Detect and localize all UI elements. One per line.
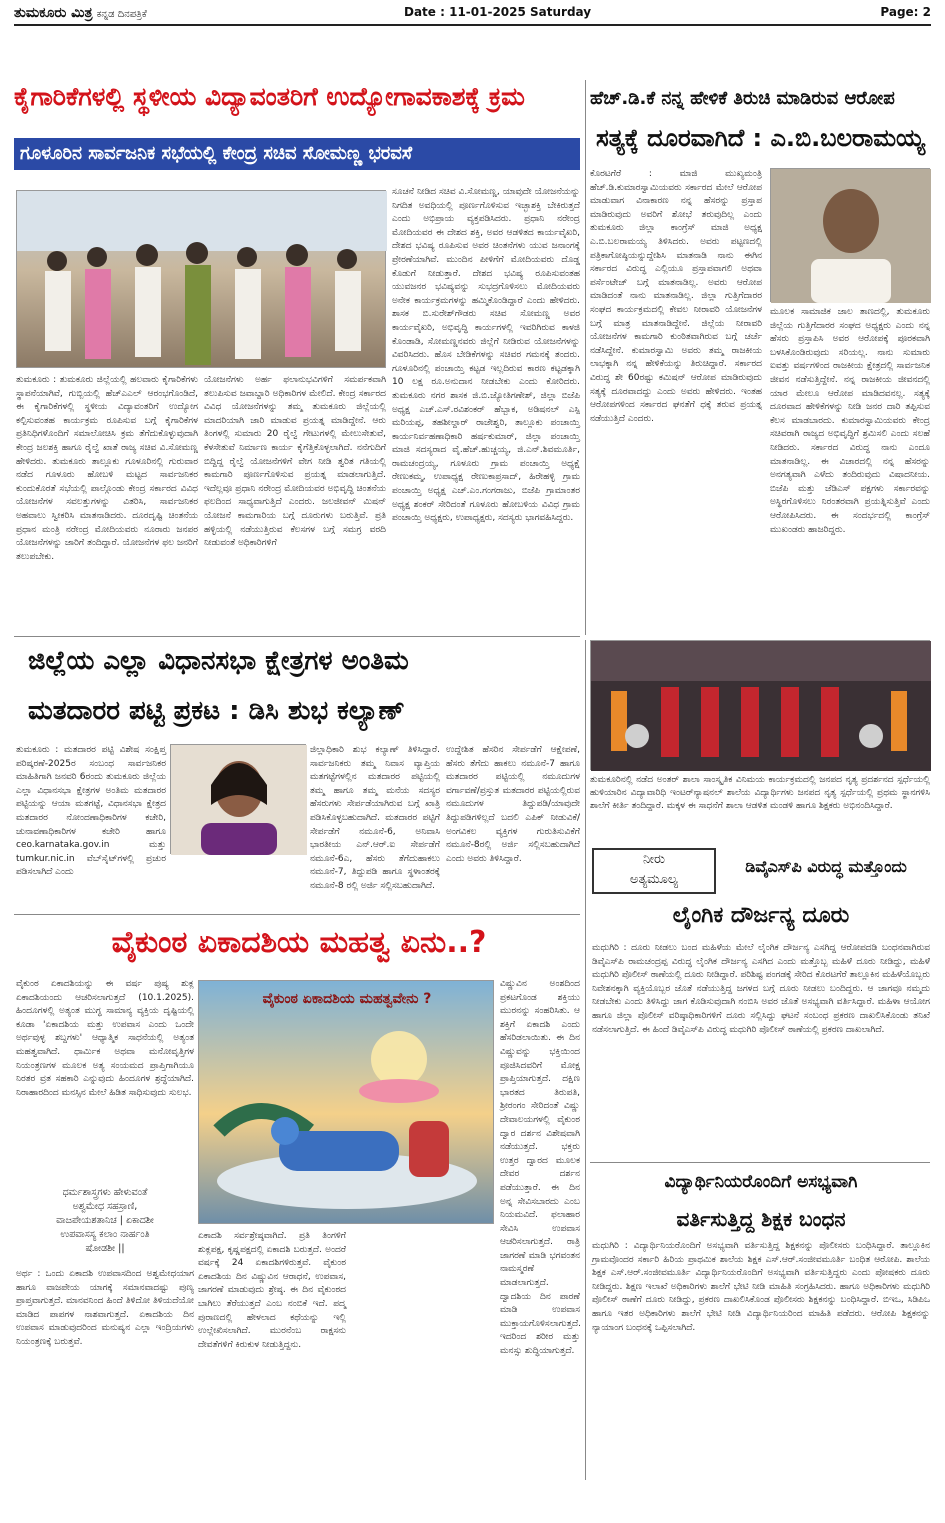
poem-line: ವಾಜಪೇಯಶತಾನಿಚ | ಏಕಾದಶೀ: [56, 1215, 154, 1226]
masthead: [14, 2, 931, 24]
story1-headline: ಕೈಗಾರಿಕೆಗಳಲ್ಲಿ ಸ್ಥಳೀಯ ವಿದ್ಯಾವಂತರಿಗೆ ಉದ್ಯೋಗಾವಕಾಶಕ್ಕೆ ಕ್ರಮ: [14, 82, 525, 111]
story3-col-a: ತುಮಕೂರು : ಮತದಾರರ ಪಟ್ಟಿ ವಿಶೇಷ ಸಂಕ್ಷಿಪ್ತ ಪರಿಷ್ಕರಣೆ-2025ರ ಸಂಬಂಧ ಸಾರ್ವಜನಿಕರ ಮಾಹಿತಿಗಾಗಿ ಜನವರಿ 6ರಂದು ತುಮಕೂರು ಜಿಲ್ಲೆಯ ಎಲ್ಲಾ ವಿಧಾನಸಭಾ ಕ್ಷೇತ್ರಗಳ ಅಂತಿಮ ಮತದಾರರ ಪಟ್ಟಿಯನ್ನು ಆಯಾ ಮತಗಟ್ಟೆ, ವಿಧಾನಸಭಾ ಕ್ಷೇತ್ರದ ಮತದಾರರ ನೋಂದಣಾಧಿಕಾರಿಗಳ ಕಚೇರಿ, ಚುನಾವಣಾಧಿಕಾರಿಗಳ ಕಚೇರಿ ಹಾಗೂ ceo.karnataka.gov.in ಮತ್ತು tumkur.nic.in ವೆಬ್‌ಸೈಟ್‌ಗಳಲ್ಲಿ ಪ್ರಚುರ ಪಡಿಸಲಾಗಿದೆ ಎಂದು: [16, 745, 166, 878]
page-number: Page: 2: [880, 5, 931, 19]
masthead-name: ತುಮಕೂರು ಮಿತ್ರ ಕನ್ನಡ ದಿನಪತ್ರಿಕೆ: [14, 5, 147, 21]
story6-headline: ವೈಕುಂಠ ಏಕಾದಶಿಯ ಮಹತ್ವ ಏನು..?: [111, 925, 487, 960]
story3-col-b: ಜಿಲ್ಲಾಧಿಕಾರಿ ಶುಭ ಕಲ್ಯಾಣ್ ತಿಳಿಸಿದ್ದಾರೆ. ಸಾರ್ವಜನಿಕರು ತಮ್ಮ ನಿವಾಸ ವ್ಯಾಪ್ತಿಯ ಮತಗಟ್ಟೆಗಳಲ್ಲಿನ ಮತದಾರರ ಪಟ್ಟಿಯಲ್ಲಿ ತಮ್ಮ ಹಾಗೂ ತಮ್ಮ ಮನೆಯ ಸದಸ್ಯರ ಹೆಸರುಗಳು ಸೇರ್ಪಡೆಯಾಗಿರುವ ಬಗ್ಗೆ ಖಾತ್ರಿ ಪಡಿಸಿಕೊಳ್ಳಬಹುದಾಗಿದೆ. ಮತದಾರರ ಪಟ್ಟಿಗೆ ಸೇರ್ಪಡೆಗೆ ನಮೂನೆ-6, ಅನಿವಾಸಿ ಭಾರತೀಯ ಎನ್.ಆರ್.ಐ ಸೇರ್ಪಡೆಗೆ ನಮೂನೆ-6ಎ, ಹೆಸರು ತೆಗೆದುಹಾಕಲು ನಮೂನೆ-7, ತಿದ್ದುಪಡಿ ಹಾಗೂ ಸ್ಥಳಾಂತರಕ್ಕೆ ನಮೂನೆ-8 ರಲ್ಲಿ ಅರ್ಜಿ ಸಲ್ಲಿಸಬಹುದಾಗಿದೆ.: [310, 745, 440, 891]
story1-col-right-cont: [392, 522, 580, 626]
poem-line: ಉಪವಾಸಸ್ಯ ಕಲಾಂ ನಾರ್ಹಂತಿ: [60, 1229, 150, 1240]
column-divider-2: [585, 640, 586, 1480]
story2-col-b: ಮೂಲಕ ಸಾಮಾಜಿಕ ಜಾಲ ತಾಣದಲ್ಲಿ, ತುಮಕೂರು ಜಿಲ್ಲೆಯ ಗುತ್ತಿಗೆದಾರರ ಸಂಘದ ಅಧ್ಯಕ್ಷರು ಎಂದು ನನ್ನ ಹೆಸರು ಪ್ರಸ್ತಾಪಿಸಿ ಅವರ ಆರೋಪಕ್ಕೆ ಪೂರಕವಾಗಿ ಬಳಸಿಕೊಂಡಿರುವುದು ಸರಿಯಲ್ಲ. ನಾನು ಸುಮಾರು ಐವತ್ತು ವರ್ಷಗಳಿಂದ ರಾಜಕೀಯ ಕ್ಷೇತ್ರದಲ್ಲಿ ಸಾರ್ವಜನಿಕ ಜೀವನ ನಡೆಸುತ್ತಿದ್ದೇನೆ. ನನ್ನ ರಾಜಕೀಯ ಜೀವನದಲ್ಲಿ ಯಾರ ಮೇಲೂ ಆರೋಪ ಮಾಡಿದವನಲ್ಲ. ಸತ್ಯಕ್ಕೆ ದೂರವಾದ ಹೇಳಿಕೆಗಳನ್ನು ನೀಡಿ ಜನರ ದಾರಿ ತಪ್ಪಿಸುವ ಕೆಲಸ ಮಾಡಬಾರದು. ಕುಮಾರಸ್ವಾಮಿಯವರು ಕೇಂದ್ರ ಸಚಿವರಾಗಿ ರಾಜ್ಯದ ಅಭಿವೃದ್ಧಿಗೆ ಶ್ರಮಿಸಲಿ ಎಂದು ಸಲಹೆ ನೀಡಿದರು. ಸರ್ಕಾರದ ವಿರುದ್ಧ ನಾನು ಎಂದೂ ಮಾತನಾಡಿಲ್ಲ. ಈ ವಿಚಾರದಲ್ಲಿ ನನ್ನ ಹೆಸರನ್ನು ಅನಗತ್ಯವಾಗಿ ಎಳೆದು ತಂದಿರುವುದು ವಿಷಾದನೀಯ. ಬಿಜೆಪಿ ಮತ್ತು ಜೆಡಿಎಸ್ ಪಕ್ಷಗಳು ಸರ್ಕಾರವನ್ನು ಅಸ್ಥಿರಗೊಳಿಸಲು ನಿರಂತರವಾಗಿ ಪ್ರಯತ್ನಿಸುತ್ತಿವೆ ಎಂದು ಆರೋಪಿಸಿದರು. ಈ ಸಂದರ್ಭದಲ್ಲಿ ಕಾಂಗ್ರೆಸ್ ಮುಖಂಡರು ಹಾಜರಿದ್ದರು.: [770, 307, 930, 535]
masthead-rule: [14, 24, 931, 26]
issue-date: Date : 11-01-2025 Saturday: [404, 5, 592, 19]
story-divider: [14, 636, 580, 637]
story1-col-right: ಸೂಚನೆ ನೀಡಿದ ಸಚಿವ ವಿ.ಸೋಮಣ್ಣ, ಯಾವುದೇ ಯೋಜನೆಯನ್ನು ನಿಗದಿತ ಅವಧಿಯಲ್ಲಿ ಪೂರ್ಣಗೊಳಿಸುವ ಇಚ್ಛಾಶಕ್ತಿ ಬೇಕಿರುತ್ತದೆ ಎಂದು ಅಭಿಪ್ರಾಯ ವ್ಯಕ್ತಪಡಿಸಿದರು. ಪ್ರಧಾನಿ ನರೇಂದ್ರ ಮೋದಿಯವರ ಈ ದೇಶದ ಶಕ್ತಿ, ಅವರ ಆಡಳಿತದ ಕಾರ್ಯವೈಖರಿ, ದೇಶದ ಭವಿಷ್ಯ ರೂಪಿಸುವ ಅವರ ಚಿಂತನೆಗಳು ಯುವ ಜನಾಂಗಕ್ಕೆ ಪ್ರೇರಣೆಯಾಗಿವೆ. ಮುಂದಿನ ಪೀಳಿಗೆಗೆ ಮೋದಿಯವರು ದೊಡ್ಡ ಕೊಡುಗೆ ನೀಡುತ್ತಾರೆ. ದೇಶದ ಭವಿಷ್ಯ ರೂಪಿಸುವಂತಹ ಯುವಜನರ ಭವಿಷ್ಯವನ್ನು ಸುಭದ್ರಗೊಳಿಸಲು ಮೋದಿಯವರು ಅನೇಕ ಕಾರ್ಯಕ್ರಮಗಳನ್ನು ಹಮ್ಮಿಕೊಂಡಿದ್ದಾರೆ ಎಂದು ಹೇಳಿದರು. ಶಾಸಕ ಬಿ.ಸುರೇಶ್‌ಗೌಡರು ಸಚಿವ ಸೋಮಣ್ಣ ಅವರ ಕಾರ್ಯವೈಖರಿ, ಅಭಿವೃದ್ಧಿ ಕಾರ್ಯಗಳಲ್ಲಿ ಇವರಿಗಿರುವ ಕಾಳಜಿ ಕೊಂಡಾಡಿ, ಸೋಮಣ್ಣನವರು ಜಿಲ್ಲೆಗೆ ನೀಡಿರುವ ಯೋಜನೆಗಳನ್ನು ವಿವರಿಸಿದರು. ಹೊಸ ಬೇಡಿಕೆಗಳನ್ನು ಸಚಿವರ ಗಮನಕ್ಕೆ ತಂದರು. ಗೂಳೂರಿನಲ್ಲಿ ಪಂಚಾಯ್ತಿ ಕಟ್ಟಡ ಇಲ್ಲದಿರುವ ಕಾರಣ ಕಟ್ಟಡಕ್ಕಾಗಿ 10 ಲಕ್ಷ ರೂ.ಅನುದಾನ ನೀಡಬೇಕು ಎಂದು ಕೋರಿದರು. ತುಮಕೂರು ನಗರ ಶಾಸಕ ಜಿ.ಬಿ.ಜ್ಯೋತಿಗಣೇಶ್, ಜಿಲ್ಲಾ ಬಿಜೆಪಿ ಅಧ್ಯಕ್ಷ ಎಚ್.ಎಸ್.ರವಿಶಂಕರ್ ಹೆಬ್ಬಾಕ, ಅಡಿಷನಲ್ ಎಸ್ಪಿ ಮರಿಯಪ್ಪ, ತಹಶೀಲ್ದಾರ್ ರಾಜೇಶ್ವರಿ, ತಾಲ್ಲೂಕು ಪಂಚಾಯ್ತಿ ಕಾರ್ಯನಿರ್ವಹಣಾಧಿಕಾರಿ ಹರ್ಷಕುಮಾರ್, ಜಿಲ್ಲಾ ಪಂಚಾಯ್ತಿ ಮಾಜಿ ಸದಸ್ಯರಾದ ವೈ.ಹೆಚ್.ಹುಚ್ಚಯ್ಯ, ಜಿ.ಎನ್.ಶಿವಮೂರ್ತಿ, ರಾಮಚಂದ್ರಯ್ಯ, ಗೂಳೂರು ಗ್ರಾಮ ಪಂಚಾಯ್ತಿ ಅಧ್ಯಕ್ಷೆ ರೇಣುಕಮ್ಮ, ಉಪಾಧ್ಯಕ್ಷ ರೇಣುಕಾಪ್ರಸಾದ್, ಹಿರೇಹಳ್ಳಿ ಗ್ರಾಮ ಪಂಚಾಯ್ತಿ ಅಧ್ಯಕ್ಷ ಎಚ್.ಎಂ.ಗಂಗರಾಜು, ಬಿಜೆಪಿ ಗ್ರಾಮಾಂತರ ಅಧ್ಯಕ್ಷ ಶಂಕರ್ ಸೇರಿದಂತೆ ಗೂಳೂರು ಹೋಬಳಿಯ ವಿವಿಧ ಗ್ರಾಮ ಪಂಚಾಯ್ತಿ ಅಧ್ಯಕ್ಷರು, ಉಪಾಧ್ಯಕ್ಷರು, ಸದಸ್ಯರು ಭಾಗವಹಿಸಿದ್ದರು.: [392, 187, 580, 524]
story-divider-2: [590, 1162, 930, 1163]
story4-headline-1: ಡಿವೈಎಸ್‌ಪಿ ವಿರುದ್ಧ ಮತ್ತೊಂದು: [745, 857, 907, 876]
story5-body: ಮಧುಗಿರಿ : ವಿದ್ಯಾರ್ಥಿನಿಯರೊಂದಿಗೆ ಅಸಭ್ಯವಾಗಿ ವರ್ತಿಸುತ್ತಿದ್ದ ಶಿಕ್ಷಕನನ್ನು ಪೊಲೀಸರು ಬಂಧಿಸಿದ್ದಾರೆ. ತಾಲ್ಲೂಕಿನ ಗ್ರಾಮವೊಂದರ ಸರ್ಕಾರಿ ಹಿರಿಯ ಪ್ರಾಥಮಿಕ ಶಾಲೆಯ ಶಿಕ್ಷಕ ಎಸ್.ಆರ್.ಸಂಜೀವಮೂರ್ತಿ ಬಂಧಿತ ಆರೋಪಿ. ಶಾಲೆಯ ಶಿಕ್ಷಕ ಎಸ್.ಆರ್.ಸಂಜೀವಮೂರ್ತಿ ವಿದ್ಯಾರ್ಥಿನಿಯರೊಂದಿಗೆ ಅಸಭ್ಯವಾಗಿ ವರ್ತಿಸುತ್ತಿದ್ದರು ಎಂದು ಪೋಷಕರು ದೂರು ನೀಡಿದ್ದರು. ಶಿಕ್ಷಣ ಇಲಾಖೆ ಅಧಿಕಾರಿಗಳು ಶಾಲೆಗೆ ಭೇಟಿ ನೀಡಿ ಮಾಹಿತಿ ಸಂಗ್ರಹಿಸಿದರು. ಹಾಗೂ ಅಧಿಕಾರಿಗಳು ಮಧುಗಿರಿ ಪೊಲೀಸ್ ಠಾಣೆಗೆ ದೂರು ನೀಡಿದ್ದು, ಪ್ರಕರಣ ದಾಖಲಿಸಿಕೊಂಡ ಪೊಲೀಸರು ಶಿಕ್ಷಕನನ್ನು ಬಂಧಿಸಿದ್ದಾರೆ. ಬಿಇಒ, ಸಿಡಿಪಿಒ ಹಾಗೂ ಇತರ ಅಧಿಕಾರಿಗಳು ಶಾಲೆಗೆ ಭೇಟಿ ನೀಡಿ ವಿದ್ಯಾರ್ಥಿನಿಯರಿಂದ ಮಾಹಿತಿ ಪಡೆದರು. ಆರೋಪಿ ಶಿಕ್ಷಕನನ್ನು ನ್ಯಾಯಾಂಗ ಬಂಧನಕ್ಕೆ ಒಪ್ಪಿಸಲಾಗಿದೆ.: [592, 1241, 930, 1333]
story2-portrait: [770, 168, 930, 302]
story2-headline-1: ಹೆಚ್.ಡಿ.ಕೆ ನನ್ನ ಹೇಳಿಕೆ ತಿರುಚಿ ಮಾಡಿರುವ ಆರೋಪ: [590, 88, 895, 109]
story2-col-a: ಕೊರಟಗೆರೆ : ಮಾಜಿ ಮುಖ್ಯಮಂತ್ರಿ ಹೆಚ್.ಡಿ.ಕುಮಾರಸ್ವಾಮಿಯವರು ಸರ್ಕಾರದ ಮೇಲೆ ಆರೋಪ ಮಾಡುವಾಗ ವಿನಾಕಾರಣ ನನ್ನ ಹೆಸರನ್ನು ಪ್ರಸ್ತಾಪ ಮಾಡಿರುವುದು ಅವರಿಗೆ ಶೋಭೆ ತರುವುದಿಲ್ಲ ಎಂದು ತುಮಕೂರು ಜಿಲ್ಲಾ ಕಾಂಗ್ರೆಸ್ ಮಾಜಿ ಅಧ್ಯಕ್ಷ ಎ.ಬಿ.ಬಲರಾಮಯ್ಯ ತಿಳಿಸಿದರು. ಅವರು ಪಟ್ಟಣದಲ್ಲಿ ಪತ್ರಿಕಾಗೋಷ್ಠಿಯನ್ನುದ್ದೇಶಿಸಿ ಮಾತನಾಡಿ ನಾನು ಈಗಿನ ಸರ್ಕಾರದ ವಿರುದ್ಧ ಎಲ್ಲಿಯೂ ಪ್ರಸ್ತಾಪವಾಗಲಿ ಅಥವಾ ಪರ್ಸೆಂಟೇಜ್ ಬಗ್ಗೆ ಮಾತನಾಡಿಲ್ಲ. ಅವರು ಆರೋಪ ಮಾಡಿದಂತೆ ನಾನು ಮಾತನಾಡಿಲ್ಲ. ಜಿಲ್ಲಾ ಗುತ್ತಿಗೆದಾರರ ಸಂಘದ ಕಾರ್ಯಕ್ರಮದಲ್ಲಿ ಕೇವಲ ನೀರಾವರಿ ಯೋಜನೆಗಳ ಬಗ್ಗೆ ಮಾತ್ರ ಮಾತನಾಡಿದ್ದೇನೆ. ಜಿಲ್ಲೆಯ ನೀರಾವರಿ ಯೋಜನೆಗಳ ಕಾಮಗಾರಿ ಕುಂಠಿತವಾಗಿರುವ ಬಗ್ಗೆ ಚರ್ಚೆ ನಡೆಸಿದ್ದೇನೆ. ಕುಮಾರಸ್ವಾಮಿ ಅವರು ತಮ್ಮ ರಾಜಕೀಯ ಲಾಭಕ್ಕಾಗಿ ನನ್ನ ಹೇಳಿಕೆಯನ್ನು ತಿರುಚಿದ್ದಾರೆ. ಸರ್ಕಾರದ ವಿರುದ್ಧ ಶೇ 60ರಷ್ಟು ಕಮಿಷನ್ ಆರೋಪ ಮಾಡಿರುವುದು ಸತ್ಯಕ್ಕೆ ದೂರವಾದದ್ದು ಎಂದು ಅವರು ಹೇಳಿದರು. ಇಂತಹ ಆರೋಪಗಳಿಂದ ಸರ್ಕಾರದ ಘನತೆಗೆ ಧಕ್ಕೆ ತರುವ ಪ್ರಯತ್ನ ನಡೆಯುತ್ತಿದೆ ಎಂದರು.: [590, 169, 762, 424]
dance-photo-icon: [591, 641, 931, 771]
story4-headline-2: ಲೈಂಗಿಕ ದೌರ್ಜನ್ಯ ದೂರು: [672, 903, 850, 928]
water-box: [592, 848, 716, 894]
story1-subhead: ಗೂಳೂರಿನ ಸಾರ್ವಜನಿಕ ಸಭೆಯಲ್ಲಿ ಕೇಂದ್ರ ಸಚಿವ ಸೋಮಣ್ಣ ಭರವಸೆ: [14, 138, 580, 170]
story1-col-a: ತುಮಕೂರು : ತುಮಕೂರು ಜಿಲ್ಲೆಯಲ್ಲಿ ಹಲವಾರು ಕೈಗಾರಿಕೆಗಳು ಸ್ಥಾಪನೆಯಾಗಿವೆ, ಗುಬ್ಬಿಯಲ್ಲಿ ಹೆಚ್‌ಎಎಲ್ ಆರಂಭಗೊಂಡಿದೆ, ಈ ಕೈಗಾರಿಕೆಗಳಲ್ಲಿ ಸ್ಥಳೀಯ ವಿದ್ಯಾವಂತರಿಗೆ ಉದ್ಯೋಗ ಕಲ್ಪಿಸುವಂತಹ ಕಾರ್ಯಕ್ರಮ ರೂಪಿಸುವ ಬಗ್ಗೆ ಕೈಗಾರಿಕೆಗಳ ಪ್ರತಿನಿಧಿಗಳೊಂದಿಗೆ ಸಮಾಲೋಚಿಸಿ ಕ್ರಮ ತೆಗೆದುಕೊಳ್ಳುವುದಾಗಿ ಕೇಂದ್ರ ಜಲಶಕ್ತಿ ಹಾಗೂ ರೈಲ್ವೆ ಖಾತೆ ರಾಜ್ಯ ಸಚಿವ ವಿ.ಸೋಮಣ್ಣ ಹೇಳಿದರು. ತುಮಕೂರು ತಾಲ್ಲೂಕು ಗೂಳೂರಿನಲ್ಲಿ ಗುರುವಾರ ನಡೆದ ಗೂಳೂರು ಹೋಬಳಿ ಮಟ್ಟದ ಸಾರ್ವಜನಿಕರ ಕುಂದುಕೊರತೆ ಸಭೆಯಲ್ಲಿ ಪಾಲ್ಗೊಂಡು ಕೇಂದ್ರ ಸರ್ಕಾರದ ವಿವಿಧ ಯೋಜನೆಗಳ ಸವಲತ್ತುಗಳನ್ನು ವಿತರಿಸಿ, ಸಾರ್ವಜನಿಕರ ಅಹವಾಲು ಸ್ವೀಕರಿಸಿ ಮಾತನಾಡಿದರು. ದೂರದೃಷ್ಟಿ ಚಿಂತನೆಯ ಪ್ರಧಾನ ಮಂತ್ರಿ ನರೇಂದ್ರ ಮೋದಿಯವರು ನೂರಾರು ಜನಪರ ಯೋಜನೆಗಳನ್ನು ಜಾರಿಗೆ ತಂದಿದ್ದಾರೆ. ಯೋಜನೆಗಳ ಫಲ ಜನರಿಗೆ ತಲುಪಬೇಕು.: [16, 375, 198, 562]
crowd-photo-icon: [17, 191, 387, 369]
vishnu-image: [198, 980, 494, 1224]
vishnu-image-banner: ವೈಕುಂಠ ಏಕಾದಶಿಯ ಮಹತ್ವವೇನು ?: [262, 991, 432, 1007]
cultural-photo-caption: ತುಮಕೂರಿನಲ್ಲಿ ನಡೆದ ಅಂತರ್ ಶಾಲಾ ಸಾಂಸ್ಕೃತಿಕ ವಿನಿಮಯ ಕಾರ್ಯಕ್ರಮದಲ್ಲಿ ಜನಪದ ನೃತ್ಯ ಪ್ರದರ್ಶನದ ಸ್ಪರ್ಧೆಯಲ್ಲಿ ಹುಳಿಯಾರಿನ ವಿದ್ಯಾವಾರಿಧಿ ಇಂಟರ್‌ನ್ಯಾಷನಲ್ ಶಾಲೆಯ ವಿದ್ಯಾರ್ಥಿಗಳು ಜನಪದ ನೃತ್ಯ ಸ್ಪರ್ಧೆಯಲ್ಲಿ ಪ್ರಥಮ ಸ್ಥಾನಗಳಿಸಿ ಶಾಲೆಗೆ ಕೀರ್ತಿ ತಂದಿದ್ದಾರೆ. ಮಕ್ಕಳ ಈ ಸಾಧನೆಗೆ ಶಾಲಾ ಆಡಳಿತ ಮಂಡಳಿ ಹಾಗೂ ಶಿಕ್ಷಕರು ಅಭಿನಂದಿಸಿದ್ದಾರೆ.: [590, 775, 930, 811]
story3-dc-photo: [170, 744, 306, 854]
dc-portrait-icon: [171, 745, 307, 855]
story6-col-b: ಏಕಾದಶಿ ಸರ್ವಶ್ರೇಷ್ಠವಾಗಿದೆ. ಪ್ರತಿ ತಿಂಗಳಿಗೆ ಶುಕ್ಲಪಕ್ಷ, ಕೃಷ್ಣಪಕ್ಷದಲ್ಲಿ ಏಕಾದಶಿ ಬರುತ್ತದೆ. ಅಂದರೆ ವರ್ಷಕ್ಕೆ 24 ಏಕಾದಶಿಗಳಿರುತ್ತವೆ. ವೈಕುಂಠ ಏಕಾದಶಿಯ ದಿನ ವಿಷ್ಣುವಿನ ಆರಾಧನೆ, ಉಪವಾಸ, ಜಾಗರಣೆ ಮಾಡುವುದು ಶ್ರೇಷ್ಠ. ಈ ದಿನ ವೈಕುಂಠದ ಬಾಗಿಲು ತೆರೆಯುತ್ತದೆ ಎಂಬ ನಂಬಿಕೆ ಇದೆ. ಪದ್ಮ ಪುರಾಣದಲ್ಲಿ ಹೇಳಲಾದ ಕಥೆಯನ್ನು ಇಲ್ಲಿ ಉಲ್ಲೇಖಿಸಲಾಗಿದೆ. ಮುರನೆಂಬ ರಾಕ್ಷಸನು ದೇವತೆಗಳಿಗೆ ಕಿರುಕುಳ ನೀಡುತ್ತಿದ್ದನು.: [198, 1231, 346, 1350]
story1-col-b: ಯೋಜನೆಗಳು ಅರ್ಹ ಫಲಾನುಭವಿಗಳಿಗೆ ಸಮರ್ಪಕವಾಗಿ ತಲುಪಿಸುವ ಜವಾಬ್ದಾರಿ ಅಧಿಕಾರಿಗಳ ಮೇಲಿದೆ. ಕೇಂದ್ರ ಸರ್ಕಾರದ ವಿವಿಧ ಯೋಜನೆಗಳನ್ನು ತಮ್ಮ ತುಮಕೂರು ಜಿಲ್ಲೆಯಲ್ಲಿ ಮಾದರಿಯಾಗಿ ಜಾರಿ ಮಾಡುವ ಪ್ರಯತ್ನ ಮಾಡಿದ್ದೇನೆ. ಆರು ತಿಂಗಳಲ್ಲಿ ಸುಮಾರು 20 ರೈಲ್ವೆ ಗೇಟುಗಳಲ್ಲಿ ಮೇಲುಸೇತುವೆ, ಕೆಳಸೇತುವೆ ನಿರ್ಮಾಣ ಕಾರ್ಯ ಕೈಗೆತ್ತಿಕೊಳ್ಳಲಾಗಿದೆ. ನನೆಗುದಿಗೆ ಬಿದ್ದಿದ್ದ ರೈಲ್ವೆ ಯೋಜನೆಗಳಿಗೆ ವೇಗ ನೀಡಿ ತ್ವರಿತ ಗತಿಯಲ್ಲಿ ಕಾಮಗಾರಿ ಪೂರ್ಣಗೊಳಿಸುವ ಪ್ರಯತ್ನ ಮಾಡಲಾಗುತ್ತಿದೆ. ಇದೆಲ್ಲವೂ ಪ್ರಧಾನಿ ನರೇಂದ್ರ ಮೋದಿಯವರ ಅಭಿವೃದ್ಧಿ ಚಿಂತನೆಯ ಫಲದಿಂದ ಸಾಧ್ಯವಾಗುತ್ತಿದೆ ಎಂದರು. ಜಲಜೀವನ್ ಮಿಷನ್ ಯೋಜನೆ ಕಾಮಗಾರಿಯ ಬಗ್ಗೆ ದೂರುಗಳು ಬರುತ್ತಿವೆ. ಪ್ರತಿ ಹಳ್ಳಿಯಲ್ಲಿ ನಡೆಯುತ್ತಿರುವ ಕೆಲಸಗಳ ಬಗ್ಗೆ ಸಮಗ್ರ ವರದಿ ನೀಡುವಂತೆ ಅಧಿಕಾರಿಗಳಿಗೆ: [204, 375, 386, 549]
portrait-icon: [771, 169, 931, 303]
story2-headline-2: ಸತ್ಯಕ್ಕೆ ದೂರವಾಗಿದೆ : ಎ.ಬಿ.ಬಲರಾಮಯ್ಯ: [596, 124, 926, 152]
cultural-photo: [590, 640, 930, 770]
story5-headline-1: ವಿದ್ಯಾರ್ಥಿನಿಯರೊಂದಿಗೆ ಅಸಭ್ಯವಾಗಿ: [664, 1172, 858, 1192]
water-box-line2: ಅತ್ಯಮೂಲ್ಯ: [629, 872, 679, 887]
poem-line: ಅಶ್ವಮೇಧ ಸಹಸ್ರಾಣಿ,: [72, 1201, 138, 1212]
story-divider-3: [14, 914, 580, 915]
story3-col-c: ಉದ್ದೇಶಿತ ಹೆಸರಿನ ಸೇರ್ಪಡೆಗೆ ಆಕ್ಷೇಪಣೆ, ಹೆಸರು ತೆಗೆದು ಹಾಕಲು ನಮೂನೆ-7 ಹಾಗೂ ಮತದಾರರ ಪಟ್ಟಿಯಲ್ಲಿ ನಮೂದುಗಳ ವರ್ಗಾವಣೆ/ಪ್ರಸ್ತುತ ಮತದಾರರ ಪಟ್ಟಿಯಲ್ಲಿರುವ ನಮೂದುಗಳ ತಿದ್ದುಪಡಿ/ಯಾವುದೇ ತಿದ್ದುಪಡಿಗಳಿಲ್ಲದೆ ಬದಲಿ ಎಪಿಕ್ ನೀಡುವಿಕೆ/ಅಂಗವಿಕಲ ವ್ಯಕ್ತಿಗಳ ಗುರುತಿಸುವಿಕೆಗೆ ನಮೂನೆ-8ರಲ್ಲಿ ಅರ್ಜಿ ಸಲ್ಲಿಸಬಹುದಾಗಿದೆ ಎಂದು ಅವರು ತಿಳಿಸಿದ್ದಾರೆ.: [446, 745, 580, 864]
vishnu-illustration-icon: [199, 981, 495, 1225]
story3-headline-1: ಜಿಲ್ಲೆಯ ಎಲ್ಲಾ ವಿಧಾನಸಭಾ ಕ್ಷೇತ್ರಗಳ ಅಂತಿಮ: [28, 646, 409, 676]
story6-col-a2: ಅರ್ಥ : ಒಂದು ಏಕಾದಶಿ ಉಪವಾಸದಿಂದ ಅಶ್ವಮೇಧಯಾಗ ಹಾಗೂ ವಾಜಪೇಯ ಯಾಗಕ್ಕೆ ಸಮಾನವಾದಷ್ಟು ಪುಣ್ಯ ಪ್ರಾಪ್ತವಾಗುತ್ತದೆ. ಮಾನವನಿಂದ ಹಿಂದೆ ತಿಳಿದೋ ತಿಳಿಯದೆಯೋ ಮಾಡಿದ ಪಾಪಗಳ ನಾಶವಾಗುತ್ತದೆ. ಏಕಾದಶಿಯ ದಿನ ಉಪವಾಸ ಮಾಡುವುದರಿಂದ ಮನುಷ್ಯನ ಎಲ್ಲಾ ಇಂದ್ರಿಯಗಳು ನಿಯಂತ್ರಣಕ್ಕೆ ಬರುತ್ತವೆ.: [16, 1269, 194, 1347]
column-divider: [585, 80, 586, 635]
story6-poem: [16, 1186, 194, 1266]
story1-photo: [16, 190, 386, 368]
story6-col-c-cont: [352, 1230, 580, 1478]
story3-headline-2: ಮತದಾರರ ಪಟ್ಟಿ ಪ್ರಕಟ : ಡಿಸಿ ಶುಭ ಕಲ್ಯಾಣ್: [28, 696, 405, 726]
water-box-line1: ನೀರು: [643, 852, 665, 867]
story6-col-a1: ವೈಕುಂಠ ಏಕಾದಶಿಯನ್ನು ಈ ವರ್ಷ ಪುಷ್ಯ ಶುಕ್ಲ ಏಕಾದಶಿಯಂದು ಆಚರಿಸಲಾಗುತ್ತದೆ (10.1.2025). ಹಿಂದೂಗಳಲ್ಲಿ ಅತ್ಯಂತ ಮುಗ್ಧ ಸಾಮಾನ್ಯ ವ್ಯಕ್ತಿಯ ದೃಷ್ಟಿಯಲ್ಲಿ ಕೂಡಾ 'ಏಕಾದಶಿಯ ಮತ್ತು ಉಪವಾಸ ಎಂದು ಒಂದೇ ಅರ್ಥವುಳ್ಳ ಶಬ್ದಗಳು' ಆಧ್ಯಾತ್ಮಿಕ ಸಾಧನೆಯಲ್ಲಿ ಅತ್ಯಂತ ಮಹತ್ವವಾಗಿದೆ. ಧಾರ್ಮಿಕ ಅಥವಾ ಮನೋವೃತ್ತಿಗಳ ನಿಯಂತ್ರಣಗಳ ಮೂಲಕ ಅತ್ಯ ಸಂಯಮದ ಪ್ರಾಪ್ತಿಗಾಗಿಯೂ ನಿರತರ ವ್ರತ ಸಹಕಾರಿ ಎನ್ನುವುದು ಹಿಂದೂಗಳ ಶ್ರದ್ಧೆಯಾಗಿದೆ. ನಿರಾಹಾರದಿಂದ ಮನಸ್ಸಿನ ಮೇಲೆ ಹಿಡಿತ ಸಾಧಿಸುವುದು ಸುಲಭ.: [16, 979, 194, 1098]
story5-headline-2: ವರ್ತಿಸುತ್ತಿದ್ದ ಶಿಕ್ಷಕ ಬಂಧನ: [676, 1207, 846, 1231]
story6-col-c: ವಿಷ್ಣುವಿನ ಅಂಶದಿಂದ ಪ್ರಕಟಗೊಂಡ ಶಕ್ತಿಯು ಮುರನನ್ನು ಸಂಹರಿಸಿತು. ಆ ಶಕ್ತಿಗೆ ಏಕಾದಶಿ ಎಂದು ಹೆಸರಿಡಲಾಯಿತು. ಈ ದಿನ ವಿಷ್ಣುವನ್ನು ಭಕ್ತಿಯಿಂದ ಪೂಜಿಸಿದವರಿಗೆ ಮೋಕ್ಷ ಪ್ರಾಪ್ತಿಯಾಗುತ್ತದೆ. ದಕ್ಷಿಣ ಭಾರತದ ತಿರುಪತಿ, ಶ್ರೀರಂಗಂ ಸೇರಿದಂತೆ ವಿಷ್ಣು ದೇವಾಲಯಗಳಲ್ಲಿ ವೈಕುಂಠ ದ್ವಾರ ದರ್ಶನ ವಿಶೇಷವಾಗಿ ನಡೆಯುತ್ತದೆ. ಭಕ್ತರು ಉತ್ತರ ದ್ವಾರದ ಮೂಲಕ ದೇವರ ದರ್ಶನ ಪಡೆಯುತ್ತಾರೆ. ಈ ದಿನ ಅನ್ನ ಸೇವಿಸಬಾರದು ಎಂಬ ನಿಯಮವಿದೆ. ಫಲಾಹಾರ ಸೇವಿಸಿ ಉಪವಾಸ ಆಚರಿಸಲಾಗುತ್ತದೆ. ರಾತ್ರಿ ಜಾಗರಣೆ ಮಾಡಿ ಭಗವಂತನ ನಾಮಸ್ಮರಣೆ ಮಾಡಲಾಗುತ್ತದೆ. ದ್ವಾದಶಿಯ ದಿನ ಪಾರಣೆ ಮಾಡಿ ಉಪವಾಸ ಮುಕ್ತಾಯಗೊಳಿಸಲಾಗುತ್ತದೆ. ಇದರಿಂದ ಶರೀರ ಮತ್ತು ಮನಸ್ಸು ಶುದ್ಧಿಯಾಗುತ್ತದೆ.: [500, 979, 582, 1357]
poem-line: ಧರ್ಮಶಾಸ್ತ್ರಗಳು ಹೇಳುವಂತೆ: [62, 1187, 148, 1198]
poem-line: ಷೋಡಶೀ ||: [85, 1243, 125, 1254]
story4-body: ಮಧುಗಿರಿ : ದೂರು ನೀಡಲು ಬಂದ ಮಹಿಳೆಯ ಮೇಲೆ ಲೈಂಗಿಕ ದೌರ್ಜನ್ಯ ಎಸಗಿದ್ದ ಆರೋಪದಡಿ ಬಂಧನವಾಗಿರುವ ಡಿವೈಎಸ್‌ಪಿ ರಾಮಚಂದ್ರಪ್ಪ ವಿರುದ್ಧ ಲೈಂಗಿಕ ದೌರ್ಜನ್ಯ ಎಸಗಿದ ಎಂದು ಮತ್ತೊಬ್ಬ ಮಹಿಳೆ ದೂರು ನೀಡಿದ್ದು, ಮಹಿಳೆ ಮಧುಗಿರಿ ಪೊಲೀಸ್ ಠಾಣೆಯಲ್ಲಿ ದೂರು ನೀಡಿದ್ದಾರೆ. ಪರಿಶಿಷ್ಟ ಪಂಗಡಕ್ಕೆ ಸೇರಿದ ಕೊರಟಗೆರೆ ತಾಲ್ಲೂಕಿನ ಮಹಿಳೆಯೊಬ್ಬರು ನಿವೇಶನಕ್ಕಾಗಿ ವ್ಯಕ್ತಿಯೊಬ್ಬರ ಜೊತೆ ನಡೆಯುತ್ತಿದ್ದ ಜಗಳದ ಬಗ್ಗೆ ದೂರು ನೀಡಲು ಬಂದಿದ್ದರು. ಆ ಜಾಗವೂ ನಮ್ಮದು ನೀಡಬೇಕು ಎಂದು ತಿಳಿಸಿದ್ದು ಜಾಗ ಕೊಡಿಸುವುದಾಗಿ ನಂಬಿಸಿ ಅವರ ಜೊತೆ ಅಸಭ್ಯವಾಗಿ ವರ್ತಿಸಿದ್ದಾರೆ. ಮಹಿಳಾ ಆಯೋಗ ಹಾಗೂ ಜಿಲ್ಲಾ ಪೊಲೀಸ್ ವರಿಷ್ಠಾಧಿಕಾರಿಗಳಿಗೆ ದೂರು ಸಲ್ಲಿಸಿದ್ದು ಘಟನೆ ಸಂಬಂಧ ಪ್ರಕರಣ ದಾಖಲಿಸಿಕೊಂಡು ತನಿಖೆ ನಡೆಸಲಾಗುತ್ತಿದೆ. ಈ ಹಿಂದೆ ಡಿವೈಎಸ್‌ಪಿ ವಿರುದ್ಧ ಮಧುಗಿರಿ ಪೊಲೀಸ್ ಠಾಣೆಯಲ್ಲಿ ಪ್ರಕರಣ ದಾಖಲಾಗಿದೆ.: [592, 943, 930, 1035]
